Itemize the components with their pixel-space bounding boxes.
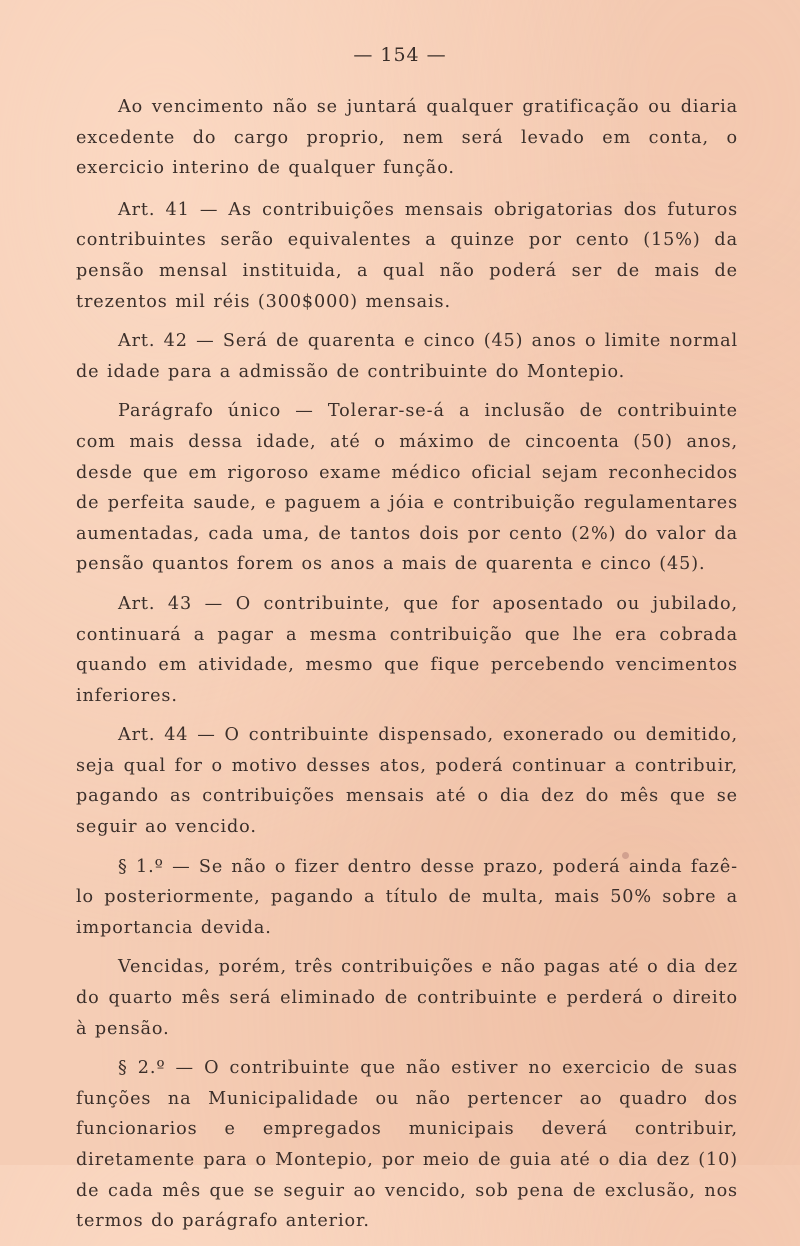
paragraph-section-2: § 2.º — O contribuinte que não estiver no exercicio de suas funções na Municipalidade ou não pertencer ao quadro dos funcionarios e empregados municipais deverá contribuir, diretamente para o Montepio, por meio de guia até o dia dez (10) de cada mês que se seguir ao vencido, sob pena de exclusão, nos termos do parágrafo anterior. — [76, 1058, 738, 1232]
page-number: — 154 — — [353, 44, 447, 66]
paragraph-art-42: Art. 42 — Será de quarenta e cinco (45) anos o limite normal de idade para a admissão de contribuinte do Montepio. — [76, 331, 738, 382]
paragraph-art-44: Art. 44 — O contribuinte dispensado, exonerado ou demitido, seja qual for o motivo desses atos, poderá continuar a contribuir, pagando as contribuições mensais até o dia dez do mês que se seguir ao vencido. — [76, 725, 738, 838]
paragraph-art-43: Art. 43 — O contribuinte, que for aposentado ou jubilado, continuará a pagar a mesma contribuição que lhe era cobrada quando em atividade, mesmo que fique percebendo vencimentos inferiores. — [76, 593, 738, 706]
paragraph-vencidas: Vencidas, porém, três contribuições e não pagas até o dia dez do quarto mês será eliminado de contribuinte e perderá o direito à pensão. — [76, 957, 738, 1039]
paragraph-vencimento: Ao vencimento não se juntará qualquer gratificação ou diaria excedente do cargo proprio, nem será levado em conta, o exercicio interino de qualquer função. — [76, 97, 738, 179]
paper-stain — [622, 852, 629, 859]
body-text — [76, 92, 738, 1246]
paragraph-paragrafo-unico: Parágrafo único — Tolerar-se-á a inclusão de contribuinte com mais dessa idade, até o máximo de cincoenta (50) anos, desde que em rigoroso exame médico oficial sejam reconhecidos de perfeita saude, e paguem a jóia e contribuição regulamentares aumentadas, cada uma, de tantos dois por cento (2%) do valor da pensão quantos forem os anos a mais de quarenta e cinco (45). — [76, 401, 738, 575]
paragraph-section-1: § 1.º — Se não o fizer dentro desse prazo, poderá ainda fazê-lo posteriormente, pagando a título de multa, mais 50% sobre a importancia devida. — [76, 856, 738, 938]
paragraph-art-41: Art. 41 — As contribuições mensais obrigatorias dos futuros contribuintes serão equivalentes a quinze por cento (15%) da pensão mensal instituida, a qual não poderá ser de mais de trezentos mil réis (300$000) mensais. — [76, 199, 738, 312]
